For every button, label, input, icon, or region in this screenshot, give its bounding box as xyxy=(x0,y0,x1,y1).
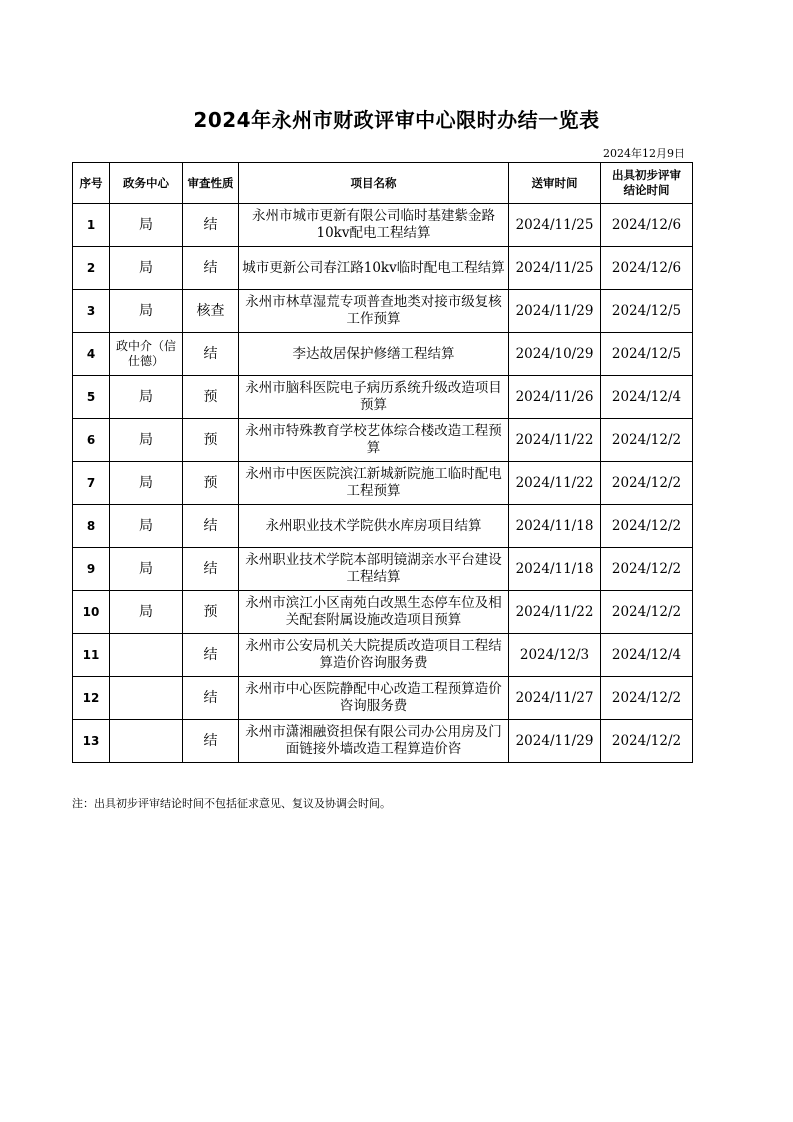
row-sent-date: 2024/11/22 xyxy=(509,419,601,462)
row-project-name: 永州市中心医院静配中心改造工程预算造价咨询服务费 xyxy=(239,677,509,720)
table-row xyxy=(73,247,693,290)
row-nature: 结 xyxy=(183,548,239,591)
header-nature: 审查性质 xyxy=(183,163,239,204)
table-row xyxy=(73,548,693,591)
row-result-date: 2024/12/5 xyxy=(601,333,693,376)
row-result-date: 2024/12/4 xyxy=(601,634,693,677)
table-row xyxy=(73,204,693,247)
row-project-name: 永州市滨江小区南苑白改黑生态停车位及相关配套附属设施改造项目预算 xyxy=(239,591,509,634)
row-center xyxy=(110,677,183,720)
header-result-line1: 出具初步评审 xyxy=(612,168,681,182)
row-sent-date: 2024/11/29 xyxy=(509,290,601,333)
row-nature: 结 xyxy=(183,677,239,720)
row-center: 局 xyxy=(110,290,183,333)
table-row xyxy=(73,591,693,634)
row-project-name: 永州市脑科医院电子病历系统升级改造项目预算 xyxy=(239,376,509,419)
page-title: 2024年永州市财政评审中心限时办结一览表 xyxy=(193,108,600,132)
row-no: 12 xyxy=(73,677,110,720)
row-no: 9 xyxy=(73,548,110,591)
table-row xyxy=(73,634,693,677)
row-project-name: 永州市城市更新有限公司临时基建紫金路10kv配电工程结算 xyxy=(239,204,509,247)
row-project-name: 李达故居保护修缮工程结算 xyxy=(239,333,509,376)
header-result-line2: 结论时间 xyxy=(623,183,670,197)
row-center: 局 xyxy=(110,419,183,462)
row-nature: 结 xyxy=(183,204,239,247)
row-project-name: 永州职业技术学院供水库房项目结算 xyxy=(239,505,509,548)
table-row xyxy=(73,505,693,548)
row-nature: 结 xyxy=(183,333,239,376)
row-no: 10 xyxy=(73,591,110,634)
row-sent-date: 2024/11/25 xyxy=(509,204,601,247)
row-nature: 预 xyxy=(183,376,239,419)
row-nature: 预 xyxy=(183,591,239,634)
table-row xyxy=(73,376,693,419)
row-sent-date: 2024/11/18 xyxy=(509,548,601,591)
footnote: 注：出具初步评审结论时间不包括征求意见、复议及协调会时间。 xyxy=(72,797,391,810)
row-center: 局 xyxy=(110,204,183,247)
row-result-date: 2024/12/2 xyxy=(601,591,693,634)
row-no: 13 xyxy=(73,720,110,763)
row-no: 5 xyxy=(73,376,110,419)
table-row xyxy=(73,720,693,763)
row-nature: 结 xyxy=(183,720,239,763)
row-result-date: 2024/12/5 xyxy=(601,290,693,333)
row-center xyxy=(110,634,183,677)
row-nature: 结 xyxy=(183,505,239,548)
row-project-name: 永州职业技术学院本部明镜湖亲水平台建设工程结算 xyxy=(239,548,509,591)
row-result-date: 2024/12/6 xyxy=(601,204,693,247)
row-sent-date: 2024/11/29 xyxy=(509,720,601,763)
summary-table xyxy=(72,162,693,763)
report-date: 2024年12月9日 xyxy=(603,147,685,160)
row-sent-date: 2024/12/3 xyxy=(509,634,601,677)
row-nature: 预 xyxy=(183,419,239,462)
header-result xyxy=(601,163,693,204)
row-no: 1 xyxy=(73,204,110,247)
row-result-date: 2024/12/2 xyxy=(601,462,693,505)
row-center: 局 xyxy=(110,505,183,548)
row-result-date: 2024/12/2 xyxy=(601,505,693,548)
table-row xyxy=(73,419,693,462)
row-nature: 结 xyxy=(183,634,239,677)
row-nature: 核查 xyxy=(183,290,239,333)
row-sent-date: 2024/10/29 xyxy=(509,333,601,376)
row-no: 7 xyxy=(73,462,110,505)
row-project-name: 永州市林草湿荒专项普查地类对接市级复核工作预算 xyxy=(239,290,509,333)
row-sent-date: 2024/11/25 xyxy=(509,247,601,290)
table-row xyxy=(73,462,693,505)
header-no: 序号 xyxy=(73,163,110,204)
row-sent-date: 2024/11/26 xyxy=(509,376,601,419)
header-sent: 送审时间 xyxy=(509,163,601,204)
row-center: 局 xyxy=(110,247,183,290)
row-result-date: 2024/12/4 xyxy=(601,376,693,419)
table-row xyxy=(73,677,693,720)
table-header-row xyxy=(73,163,693,204)
row-project-name: 永州市中医医院滨江新城新院施工临时配电工程预算 xyxy=(239,462,509,505)
row-project-name: 永州市特殊教育学校艺体综合楼改造工程预算 xyxy=(239,419,509,462)
header-center: 政务中心 xyxy=(110,163,183,204)
row-result-date: 2024/12/2 xyxy=(601,419,693,462)
row-center: 局 xyxy=(110,548,183,591)
row-project-name: 永州市公安局机关大院提质改造项目工程结算造价咨询服务费 xyxy=(239,634,509,677)
row-sent-date: 2024/11/22 xyxy=(509,462,601,505)
row-result-date: 2024/12/2 xyxy=(601,720,693,763)
row-center xyxy=(110,720,183,763)
row-center: 局 xyxy=(110,462,183,505)
row-project-name: 城市更新公司春江路10kv临时配电工程结算 xyxy=(239,247,509,290)
row-sent-date: 2024/11/18 xyxy=(509,505,601,548)
row-no: 11 xyxy=(73,634,110,677)
header-name: 项目名称 xyxy=(239,163,509,204)
table-row xyxy=(73,333,693,376)
row-center: 局 xyxy=(110,591,183,634)
row-no: 2 xyxy=(73,247,110,290)
row-nature: 预 xyxy=(183,462,239,505)
row-nature: 结 xyxy=(183,247,239,290)
row-result-date: 2024/12/2 xyxy=(601,548,693,591)
row-no: 4 xyxy=(73,333,110,376)
row-result-date: 2024/12/2 xyxy=(601,677,693,720)
row-center: 政中介（信仕德） xyxy=(110,333,183,376)
row-sent-date: 2024/11/27 xyxy=(509,677,601,720)
row-result-date: 2024/12/6 xyxy=(601,247,693,290)
row-no: 8 xyxy=(73,505,110,548)
row-no: 6 xyxy=(73,419,110,462)
table-row xyxy=(73,290,693,333)
table-body xyxy=(73,204,693,763)
row-sent-date: 2024/11/22 xyxy=(509,591,601,634)
row-project-name: 永州市潇湘融资担保有限公司办公用房及门面链接外墙改造工程算造价咨 xyxy=(239,720,509,763)
row-no: 3 xyxy=(73,290,110,333)
row-center: 局 xyxy=(110,376,183,419)
